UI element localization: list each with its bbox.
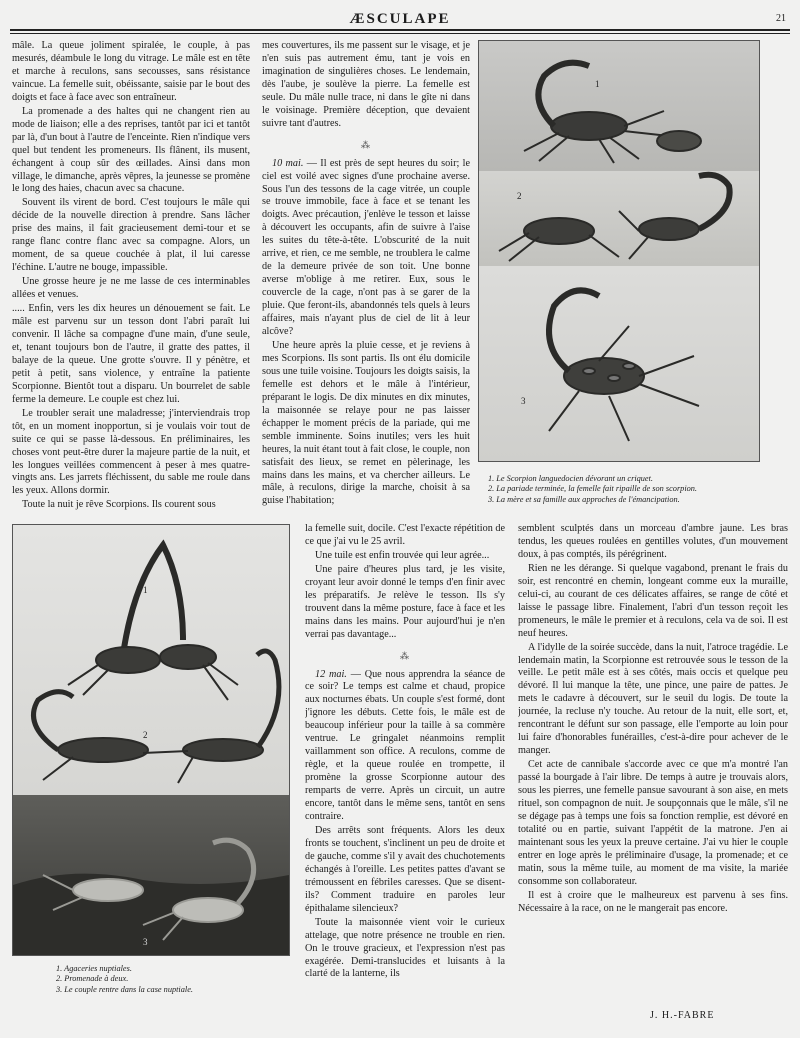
paragraph: 10 mai. — Il est près de sept heures du soir; le ciel est voilé avec signes d'une prochaine averse. Sous l'un des tessons de la cage vitrée, un couple se trouve immobile, face à face et se tenant les doigts. Avec précaution, j'enlève le tesson et laisse à découvert les occupants, afin de suivre à l'aise les suites du tête-à-tête. L'obscurité de la nuit arrive, et rien, ce me semble, ne troublera le calme de la demeure privée de son toit. Une bonne averse m'oblige à me retirer. Eux, sous le couvercle de la cage, n'ont pas à se garer de la pluie. Que feront-ils, abandonnés tels quels à leurs affaires, mais n'ayant plus de ciel de lit à leur alcôve? (262, 157, 470, 338)
paragraph: mes couvertures, ils me passent sur le visage, et je n'en suis pas autrement ému, tant je vois en imagination de singulières choses. Le lendemain, dès l'aube, je soulève la pierre. La femelle est seule. Du mâle nulle trace, ni dans le gîte ni dans le voisinage. Première déception, que devaient suivre tant d'autres. (262, 40, 470, 129)
paragraph: Des arrêts sont fréquents. Alors les deux fronts se touchent, s'inclinent un peu de droite et de gauche, comme s'il y avait des chuchotements échangés à l'oreille. Les petites pattes d'avant se trémoussent en fébriles caresses. Que se disent-ils? Comment traduire en paroles leur épithalame silencieux? (305, 824, 505, 914)
paragraph: Une tuile est enfin trouvée qui leur agrée... (315, 549, 490, 561)
section-separator: ⁂ (400, 650, 410, 661)
figure-number: 1 (143, 585, 148, 595)
scorpion-illustration (13, 525, 289, 795)
paragraph: Une paire d'heures plus tard, je les visite, croyant leur avoir donné le temps d'en finir avec les préparatifs. Je relève le tesson. Ils s'y trouvent dans la même posture, face à face et les mains dans les mains. Pour aujourd'hui je n'en verrai pas davantage... (305, 563, 505, 640)
scorpion-illustration (13, 795, 289, 955)
paragraph: ..... Enfin, vers les dix heures un dénouement se fait. Le mâle est parvenu sur un tesson dont l'abri paraît lui convenir. Il lâche sa compagne d'une main, d'une seule, et, tenant toujours bon de l'autre, il gratte des pattes, il balaye de la queue. Une grotte s'ouvre. Il y pénètre, et petit à petit, sans violence, y entraîne la patiente Scorpionne. Bientôt tout a disparu. Un bourrelet de sable ferme la demeure. Le couple est chez lui. (12, 303, 250, 405)
paragraph: La promenade a des haltes qui ne changent rien au mode de liaison; elle a des reprises, tantôt par ici et tantôt par là, d'un bout à l'autre de l'enceinte. Rien n'indique vers quel but tendent les promeneurs. Ils flânent, ils musent, échangent à coup sûr des œillades. Ainsi dans mon village, le dimanche, après vêpres, la jeunesse se promène le long des haies, chacun avec sa chacune. (12, 105, 250, 195)
figure-number: 2 (143, 730, 148, 740)
paragraph: la femelle suit, docile. C'est l'exacte répétition de ce que j'ai vu le 25 avril. (305, 523, 505, 547)
scorpion-illustration (479, 41, 759, 171)
column-1 (12, 40, 250, 510)
figure-panel (479, 171, 759, 266)
figure-number: 1 (595, 79, 600, 89)
paragraph: A l'idylle de la soirée succède, dans la nuit, l'atroce tragédie. Le lendemain matin, la Scorpionne est retrouvée sous le tesson de la veille. Le petit mâle est à ses côtés, mais occis et quelque peu dévoré. Il lui manque la tête, une pince, une paire de pattes. Je mets le cadavre à découvert, sur le seuil du logis. De toute la journée, la recluse n'y touche. Au retour de la nuit, elle sort, et, rencontrant le défunt sur son passage, elle l'emporte au loin pour lui faire d'honorables funérailles, c'est-à-dire pour achever de le manger. (518, 641, 788, 757)
paragraph: Une heure après la pluie cesse, et je reviens à mes Scorpions. Ils sont partis. Ils ont élu domicile sous une tuile voisine. Toujours les doigts saisis, la femelle est dehors et le mâle à l'intérieur, préparant le logis. De dix minutes en dix minutes, la maisonnée se relaye pour ne pas laisser échapper le moment précis de la pariade, qui me semble imminente. Soins inutiles; vers les huit heures, la nuit étant tout à fait close, le couple, non satisfait des lieux, se remet en pèlerinage, les mains dans les mains, et va chercher ailleurs. Le mâle, à reculons, dirige la marche, choisit à sa guise l'habitation; (262, 339, 470, 507)
figure-panel (479, 41, 759, 171)
column-2-top (262, 40, 470, 522)
figure-panel (479, 266, 759, 461)
figure-right (478, 40, 760, 462)
scorpion-illustration (479, 171, 759, 266)
paragraph: semblent sculptés dans un morceau d'ambre jaune. Les bras tendus, les queues roulées en gentilles volutes, d'un mouvement doux, à pas comptés, ils pérégrinent. (518, 523, 788, 560)
entry-date: 10 mai. (272, 157, 304, 169)
figure-caption: 1. Agaceries nuptiales. 2. Promenade à deux. 3. Le couple rentre dans la case nuptiale. (56, 964, 193, 994)
figure-left (12, 524, 290, 956)
column-2-bottom (305, 523, 505, 993)
column-3 (518, 523, 788, 968)
section-separator: ⁂ (361, 139, 371, 150)
scorpion-illustration (479, 266, 759, 461)
page-number: 21 (776, 13, 786, 24)
paragraph: Il est à croire que le malheureux est parvenu à ses fins. Nécessaire à la race, on ne le mangerait pas encore. (518, 889, 788, 914)
paragraph: Toute la nuit je rêve Scorpions. Ils courent sous (22, 499, 216, 510)
figure-panel (13, 525, 289, 795)
figure-number: 3 (143, 937, 148, 947)
author-signature: J. H.-FABRE (650, 1010, 715, 1021)
figure-panel (13, 795, 289, 955)
entry-date: 12 mai. (315, 668, 347, 680)
paragraph: Cet acte de cannibale s'accorde avec ce que m'a montré l'an passé la bourgade à l'air libre. De temps à autre je trouvais alors, sous les pierres, une femelle pansue savourant à son aise, en mets rituel, son compagnon de nuit. Je soupçonnais que le mâle, s'il ne se dégage pas à temps une fois sa fonction remplie, est dévoré en totalité ou en partie, suivant l'appétit de la matrone. J'en ai maintenant sous les yeux la preuve certaine. J'ai vu hier le couple entrer en loge après le préliminaire d'usage, la promenade; et ce matin, sous la même tuile, au moment de ma visite, la mariée consomme son collaborateur. (518, 759, 788, 887)
paragraph: Souvent ils virent de bord. C'est toujours le mâle qui décide de la nouvelle direction à prendre. Sans lâcher prise des mains, il fait gracieusement demi-tour et se range flanc contre flanc avec sa compagne. Alors, un moment, de sa queue couchée à plat, il lui caresse l'échine. L'autre ne bouge, impassible. (12, 197, 250, 274)
paragraph: Le troubler serait une maladresse; j'interviendrais trop tôt, en un moment inopportun, si je voulais voir tout de suite ce qui se passe là-dessous. En préliminaires, les choses vont peut-être durer la majeure partie de la nuit, et les longues veillées commencent à peser à mes quatre-vingts ans. Les jarrets fléchissent, du sable me roule dans les yeux. Allons dormir. (12, 407, 250, 497)
header-rule (10, 29, 790, 34)
paragraph: Une grosse heure je ne me lasse de ces interminables allées et venues. (12, 276, 250, 301)
paragraph: 12 mai. — Que nous apprendra la séance de ce soir? Le temps est calme et chaud, propice aux nocturnes ébats. Un couple s'est formé, dont j'ignore les débuts. Cette fois, le mâle est de beaucoup inférieur pour la taille à sa commère ventrue. Le gringalet néanmoins remplit vaillamment son office. A reculons, comme de règle, et la queue roulée en trompette, il promène la grosse Scorpionne autour des remparts de verre. Après un circuit, un autre encore, tantôt dans le même sens, tantôt en sens contraire. (305, 668, 505, 823)
paragraph: Rien ne les dérange. Si quelque vagabond, prenant le frais du soir, est rencontré en chemin, longeant comme eux la muraille, celui-ci, au courant de ces délicates affaires, se range de côté et laisse le passage libre. Finalement, l'abri d'un tesson reçoit les promeneurs, le mâle le premier et à reculons, cela va de soi. Il est neuf heures. (518, 562, 788, 639)
running-title: ÆSCULAPE (349, 11, 451, 27)
figure-number: 3 (521, 396, 526, 406)
paragraph: mâle. La queue joliment spiralée, le couple, à pas mesurés, déambule le long du vitrage. Le mâle est en tête et marche à reculons, sans secousses, sans résistance vaincue. La femelle suit, obéissante, saisie par le bout des doigts et face à face avec son entraîneur. (12, 40, 250, 103)
figure-number: 2 (517, 191, 522, 201)
figure-caption: 1. Le Scorpion languedocien dévorant un criquet. 2. La pariade terminée, la femelle fait ripaille de son scorpion. 3. La mère et sa famille aux approches de l'émancipation. (488, 474, 698, 504)
paragraph: Toute la maisonnée vient voir le curieux attelage, que notre présence ne trouble en rien. On le trouve gracieux, et l'expression n'est pas exagérée. Demi-translucides et luisants à la clarté de la lanterne, ils (305, 916, 505, 980)
